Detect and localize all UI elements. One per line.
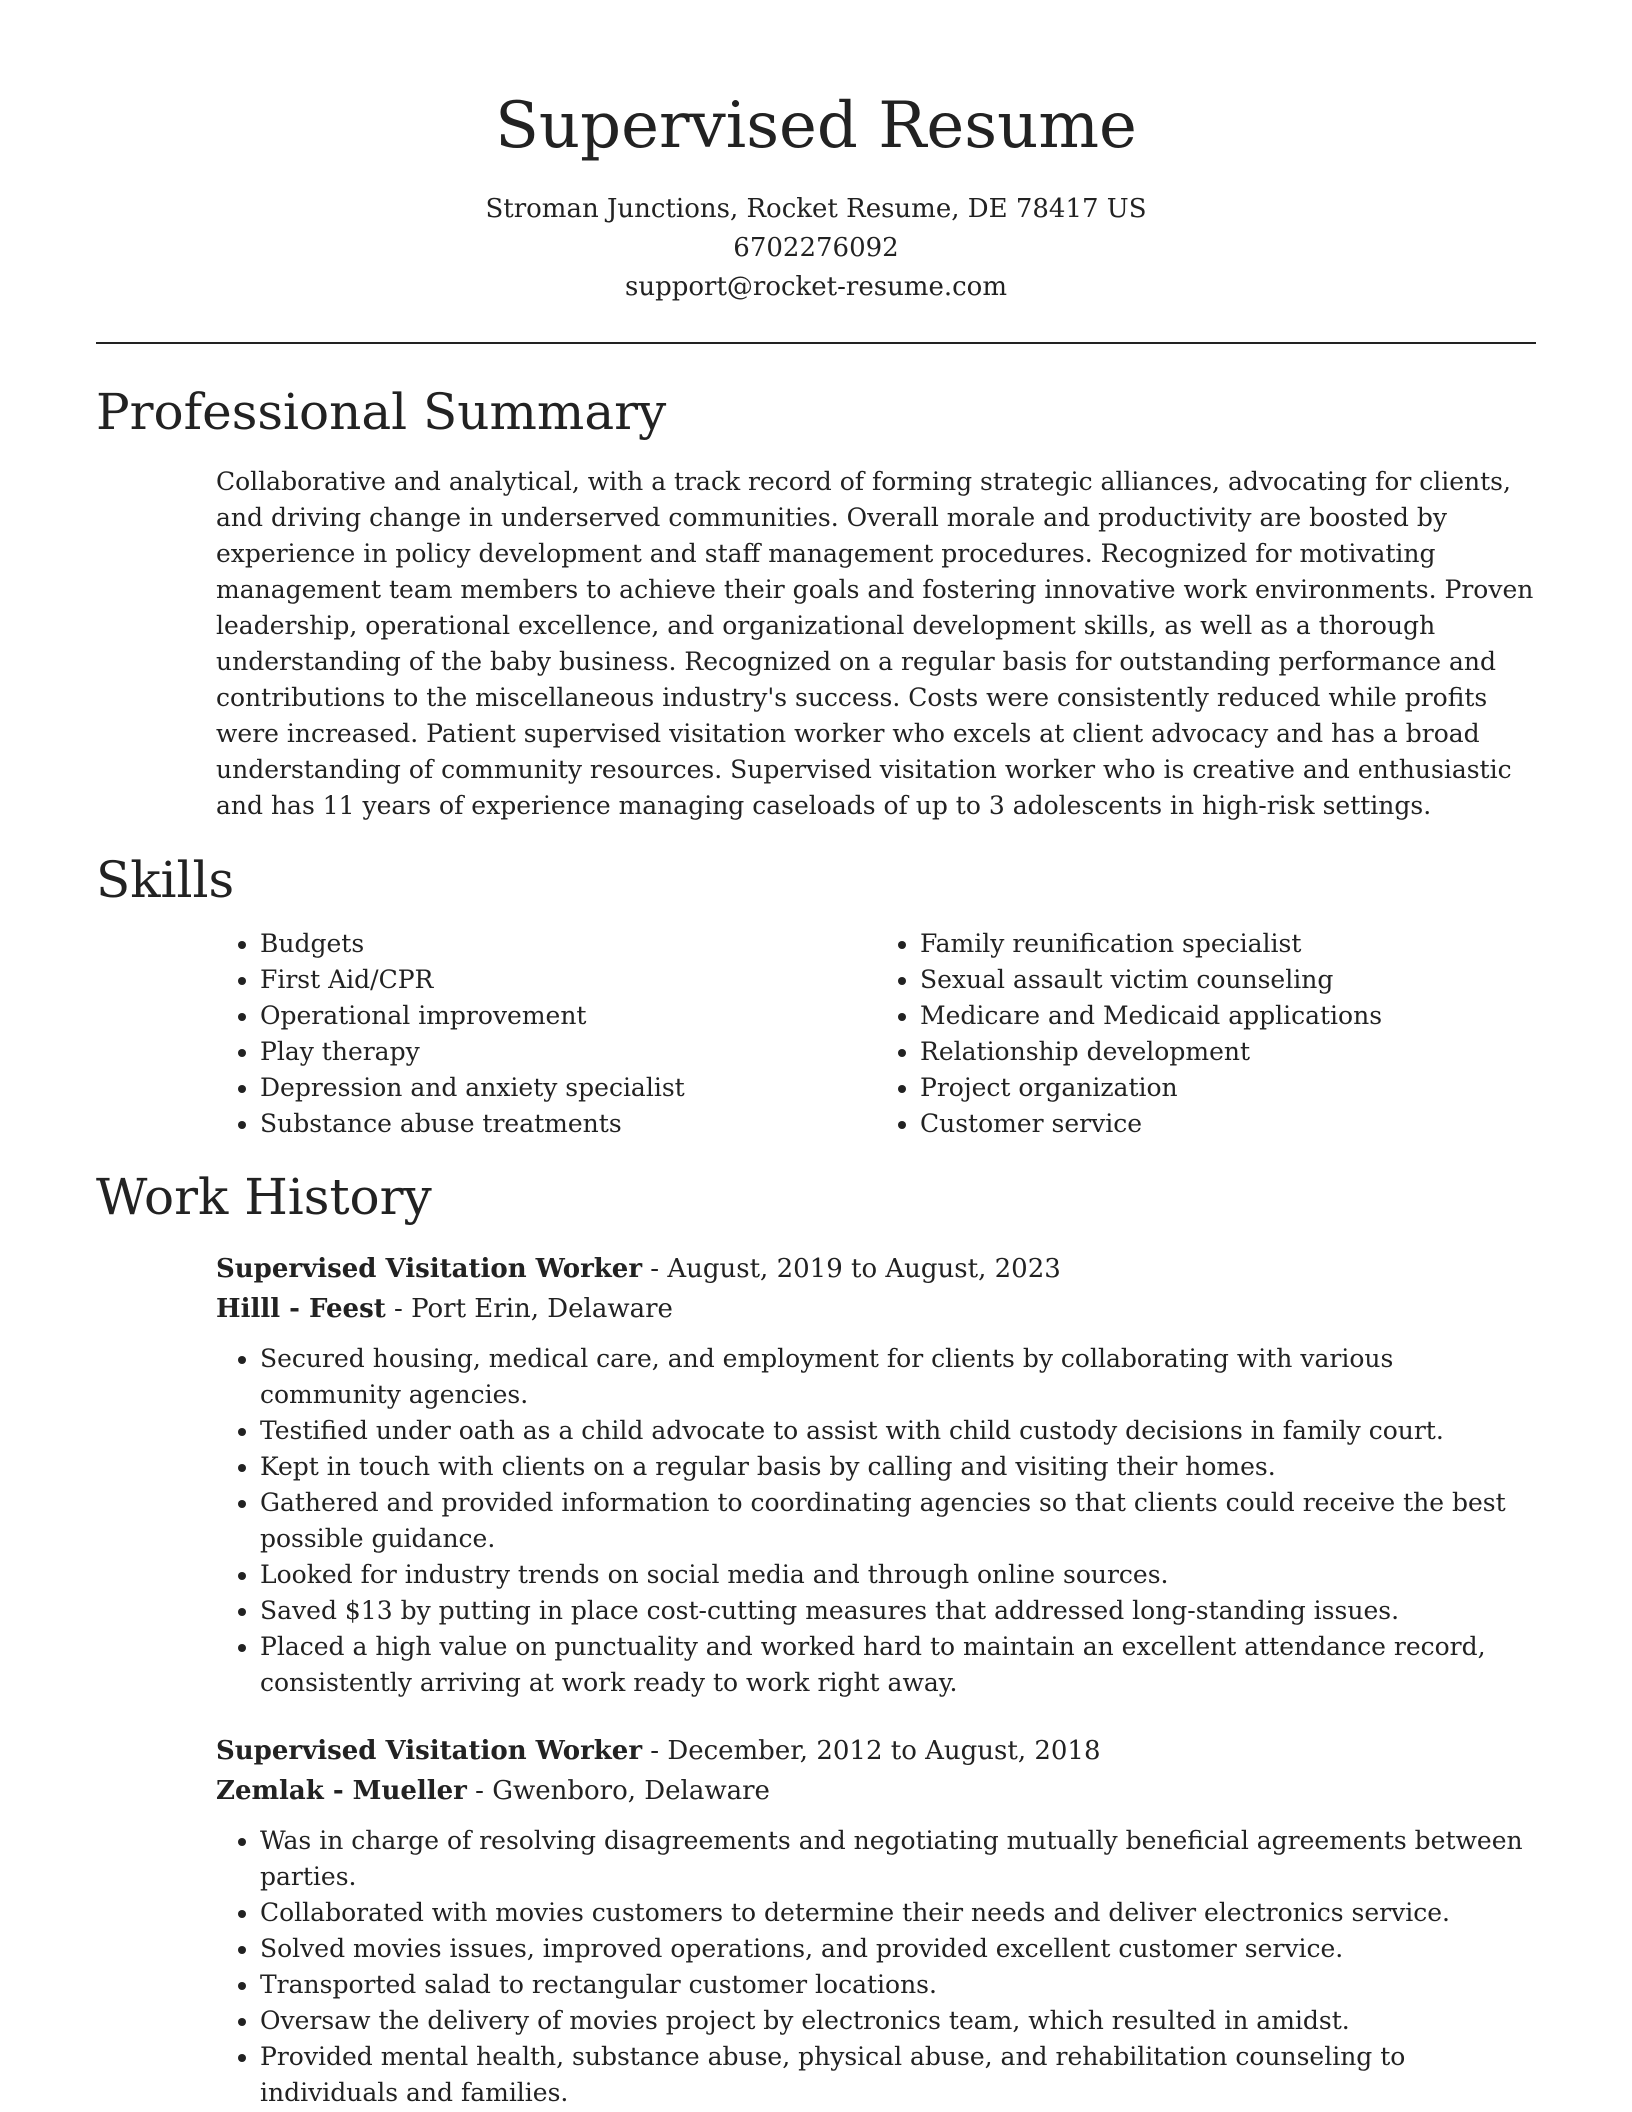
skill-item: • Operational improvement: [260, 998, 876, 1034]
job-bullet: • Transported salad to rectangular customer locations.: [260, 1967, 1536, 2003]
job-bullet: • Secured housing, medical care, and employment for clients by collaborating with various community agencies.: [260, 1341, 1536, 1413]
job-bullet: • Was in charge of resolving disagreements and negotiating mutually beneficial agreements between parties.: [260, 1823, 1536, 1895]
job-company: Hilll - Feest: [216, 1294, 386, 1324]
skills-list-left: [216, 926, 876, 1142]
job-title-line: [216, 1249, 1536, 1289]
contact-address: Stroman Junctions, Rocket Resume, DE 78417 US: [485, 194, 1147, 224]
skill-item: • Depression and anxiety specialist: [260, 1070, 876, 1106]
job-bullet: • Testified under oath as a child advocate to assist with child custody decisions in family court.: [260, 1413, 1536, 1449]
skill-item: • Family reunification specialist: [920, 926, 1536, 962]
job-dates: - December, 2012 to August, 2018: [642, 1736, 1101, 1766]
job-bullet: • Provided mental health, substance abuse, physical abuse, and rehabilitation counseling to individuals and families.: [260, 2039, 1536, 2111]
work-section: [96, 1167, 1536, 2111]
job-bullet: • Solved movies issues, improved operations, and provided excellent customer service.: [260, 1931, 1536, 1967]
job-bullet-list: [216, 1823, 1536, 2111]
skill-item: • Project organization: [920, 1070, 1536, 1106]
job-bullet: • Kept in touch with clients on a regular basis by calling and visiting their homes.: [260, 1449, 1536, 1485]
skill-item: • First Aid/CPR: [260, 962, 876, 998]
skills-list-right: [876, 926, 1536, 1142]
job-company: Zemlak - Mueller: [216, 1776, 467, 1806]
job-title-line: [216, 1731, 1536, 1771]
work-heading: Work History: [96, 1168, 432, 1226]
job-bullet: • Placed a high value on punctuality and worked hard to maintain an excellent attendance record, consistently arriving at work ready to work right away.: [260, 1629, 1536, 1701]
job-location: - Gwenboro, Delaware: [466, 1776, 770, 1806]
resume-header: [96, 0, 1536, 344]
job-bullet: • Saved $13 by putting in place cost-cutting measures that addressed long-standing issues.: [260, 1593, 1536, 1629]
skills-grid: [216, 926, 1536, 1142]
skill-item: • Sexual assault victim counseling: [920, 962, 1536, 998]
job-bullet-list: [216, 1341, 1536, 1701]
candidate-name: Supervised Resume: [495, 89, 1137, 163]
skills-heading: Skills: [96, 851, 235, 909]
contact-email: support@rocket-resume.com: [624, 272, 1007, 302]
job-location: - Port Erin, Delaware: [385, 1294, 673, 1324]
job-dates: - August, 2019 to August, 2023: [642, 1254, 1061, 1284]
summary-section: [96, 382, 1536, 824]
job-company-line: [216, 1289, 1536, 1329]
job-entry: [216, 1249, 1536, 1701]
summary-paragraph: Collaborative and analytical, with a track record of forming strategic alliances, advocating for clients, and driving change in underserved communities. Overall morale and productivity are boosted by experience in policy development and staff management procedures. Recognized for motivating management team members to achieve their goals and fostering innovative work environments. Proven leadership, operational excellence, and organizational development skills, as well as a thorough understanding of the baby business. Recognized on a regular basis for outstanding performance and contributions to the miscellaneous industry's success. Costs were consistently reduced while profits were increased. Patient supervised visitation worker who excels at client advocacy and has a broad understanding of community resources. Supervised visitation worker who is creative and enthusiastic and has 11 years of experience managing caseloads of up to 3 adolescents in high-risk settings.: [216, 467, 1534, 820]
skill-item: • Substance abuse treatments: [260, 1106, 876, 1142]
job-role: Supervised Visitation Worker: [216, 1736, 643, 1766]
skills-section: [96, 850, 1536, 1142]
job-company-line: [216, 1771, 1536, 1811]
job-role: Supervised Visitation Worker: [216, 1254, 643, 1284]
skill-item: • Play therapy: [260, 1034, 876, 1070]
job-entry: [216, 1731, 1536, 2111]
summary-heading: Professional Summary: [96, 383, 667, 441]
header-divider: [96, 342, 1536, 344]
skill-item: • Customer service: [920, 1106, 1536, 1142]
contact-phone: 6702276092: [733, 233, 899, 263]
skill-item: • Relationship development: [920, 1034, 1536, 1070]
skill-item: • Medicare and Medicaid applications: [920, 998, 1536, 1034]
job-bullet: • Gathered and provided information to coordinating agencies so that clients could receive the best possible guidance.: [260, 1485, 1536, 1557]
job-bullet: • Oversaw the delivery of movies project by electronics team, which resulted in amidst.: [260, 2003, 1536, 2039]
skill-item: • Budgets: [260, 926, 876, 962]
job-bullet: • Collaborated with movies customers to determine their needs and deliver electronics service.: [260, 1895, 1536, 1931]
job-bullet: • Looked for industry trends on social media and through online sources.: [260, 1557, 1536, 1593]
